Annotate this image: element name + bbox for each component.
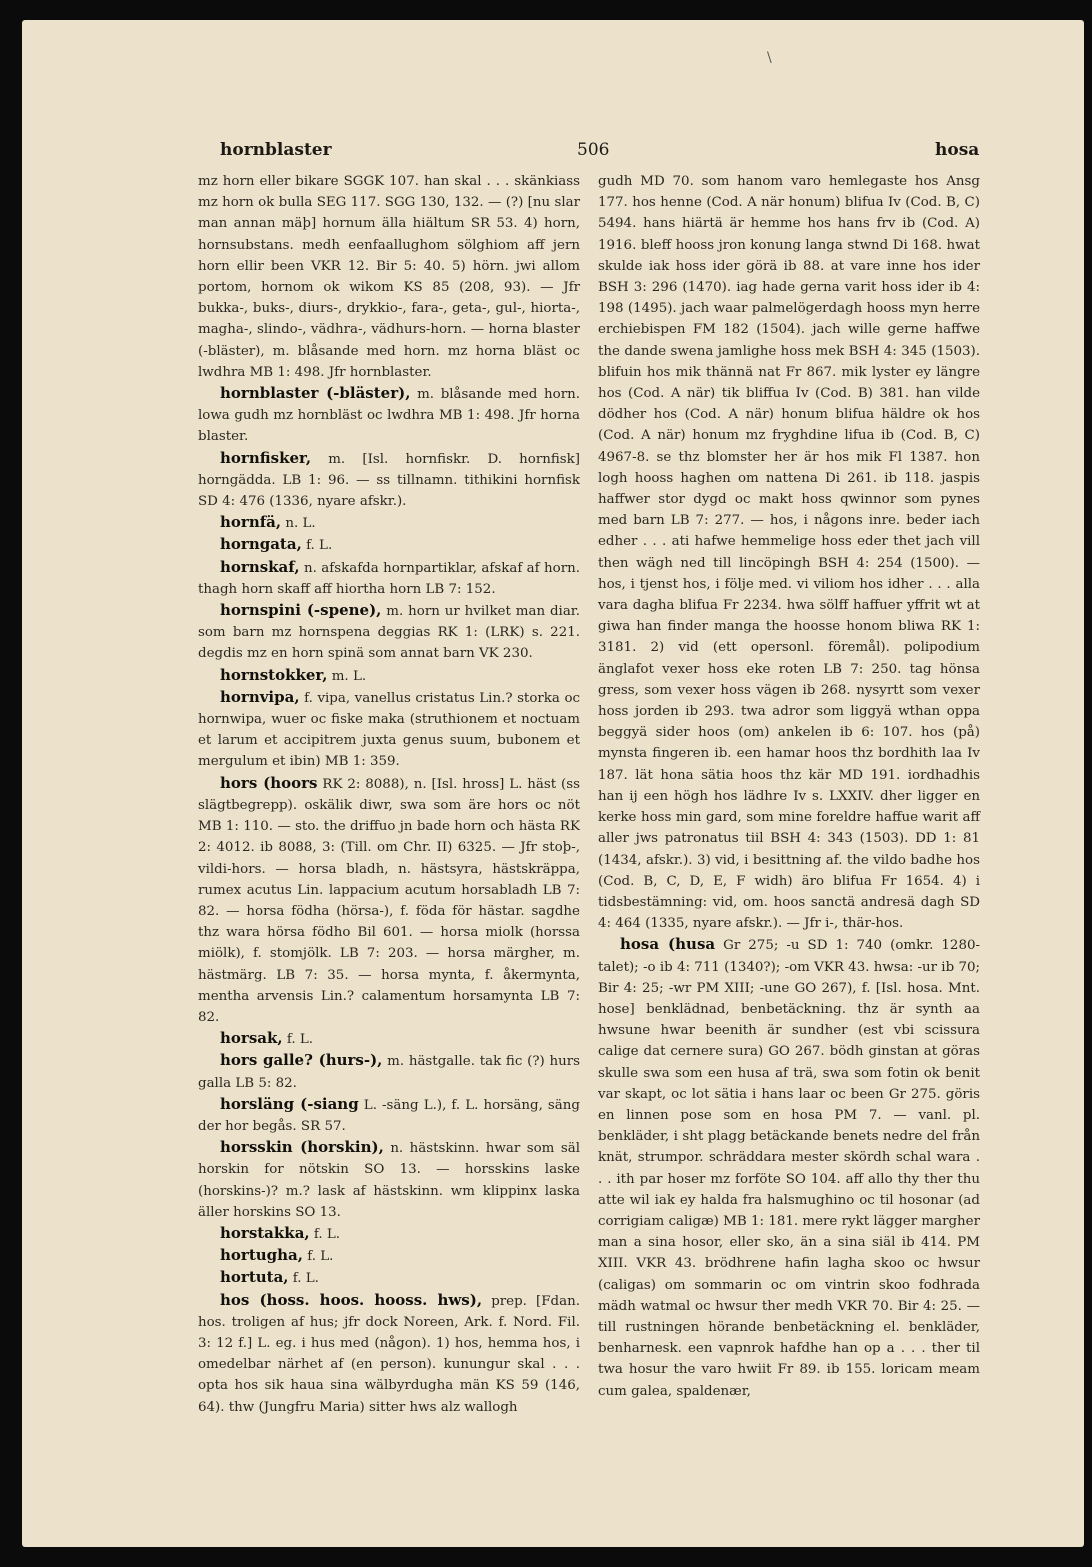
entry: horsskin (horskin), n. hästskinn. hwar som säl horskin for nötskin SO 13. — horsskins laske (horskins-)? m.? lask af hästskinn. wm klippinx laska äller horskins SO 13. <box>198 1138 580 1220</box>
entry: hornskaf, n. afskafda hornpartiklar, afskaf af horn. thagh horn skaff aff hiortha horn LB 7: 152. <box>198 557 580 597</box>
page-number: 506 <box>577 140 610 160</box>
running-head-right: hosa <box>935 140 980 160</box>
entry: gudh MD 70. som hanom varo hemlegaste hos Ansg 177. hos henne (Cod. A när honum) blifua Iv (Cod. B, C) 5494. hans hiärtä är hemme hos hans frv ib (Cod. A) 1916. bleff hooss jron konung langa stwnd Di 168. hwat skulde iak hoss ider görä ib 88. at vare inne hos ider BSH 3: 296 (1470). iag hade gerna varit hoss ider ib 4: 198 (1495). jach waar palmelögerdagh hooss myn herre erchiebispen FM 182 (1504). jach wille gerne haffwe the dande swena jamlighe hoss mek BSH 4: 345 (1503). blifuin hos mik thännä nat Fr 867. mik lyster ey längre hos (Cod. A när) tik bliffua Iv (Cod. B) 381. han vilde dödher hos (Cod. A när) honum blifua häldre ok hos (Cod. A när) honum mz fryghdine lifua ib (Cod. B, C) 4967-8. se thz blomster her är hos mik Fl 1387. hon logh hooss haghen om nattena Di 261. ib 118. jaspis haffwer stor dygd oc makt hoss qwinnor som pynes med barn LB 7: 277. — hos, i någons inre. beder iach edher . . . ati hafwe hemmelige hoss eder thet jach vill then wägh ned till lincöpingh BSH 4: 254 (1500). — hos, i tjenst hos, i följe med. vi viliom hos idher . . . alla vara dagha blifua Fr 2234. hwa sölff haffuer yffrit wt at giwa han finder manga the hoosse honom bliwa RK 1: 3181. 2) vid (ett opersonl. föremål). polipodium änglafot vexer hoss eke roten LB 7: 250. tag hönsa gress, som vexer hoss vägen ib 268. nysyrtt som vexer hoss jorden ib 293. twa adror som liggyä wthan oppa beggyä sider hoos (om) ankelen ib 6: 107. hos (på) mynsta fingeren ib. een hamar hoos thz bordhith laa Iv 187. lät hona sätia hoos thz kär MD 191. iordhadhis han ij een högh hos lädhre Iv s. LXXIV. dher ligger en kerke hoss min gard, som mine foreldre haffue warit aff aller jws patronatus tiil BSH 4: 343 (1503). DD 1: 81 (1434, afskr.). 3) vid, i besittning af. the vildo badhe hos (Cod. B, C, D, E, F widh) äro blifua Fr 1654. 4) i tidsbestämning: vid, om. hoos sanctä andresä dagh SD 4: 464 (1335, nyare afskr.). — Jfr i-, thär-hos. <box>598 174 980 932</box>
entry: hors (hoors RK 2: 8088), n. [Isl. hross] L. häst (ss slägtbegrepp). oskälik diwr, swa som äre hors oc nöt MB 1: 110. — sto. the driffuo jn bade horn och hästa RK 2: 4012. ib 8088, 3: (Till. om Chr. II) 6325. — Jfr stoþ-, vildi-hors. — horsa bladh, n. hästsyra, hästskräppa, rumex acutus Lin. lappacium acutum horsabladh LB 7: 82. — horsa födha (hörsa-), f. föda för hästar. sagdhe thz wara hörsa födho Bil 601. — horsa miolk (horssa miölk), f. stomjölk. LB 7: 203. — horsa märgher, m. hästmärg. LB 7: 35. — horsa mynta, f. åkermynta, mentha arvensis Lin.? calamentum horsamynta LB 7: 82. <box>198 773 580 1025</box>
entry: hortugha, f. L. <box>220 1246 334 1265</box>
entry: hornblaster (-bläster), m. blåsande med horn. lowa gudh mz hornbläst oc lwdhra MB 1: 498. Jfr horna blaster. <box>198 384 580 445</box>
entry: hos (hoss. hoos. hooss. hws), prep. [Fdan. hos. troligen af hus; jfr dock Noreen, Ark. f. Nord. Fil. 3: 12 f.] L. eg. i hus med (någon). 1) hos, hemma hos, i omedelbar närhet af (en person). kunungur skal . . . opta hos sik haua sina wälbyrdugha män KS 59 (146, 64). thw (Jungfru Maria) sitter hws alz wallogh <box>198 1290 580 1415</box>
dictionary-page <box>22 20 1084 1547</box>
entry: hornfä, n. L. <box>220 513 316 532</box>
entry: hornspini (-spene), m. horn ur hvilket man diar. som barn mz hornspena deggias RK 1: (LRK) s. 221. degdis mz en horn spinä som annat barn VK 230. <box>198 601 580 662</box>
right-column <box>598 170 980 1402</box>
left-column <box>198 170 580 1418</box>
entry: hosa (husa Gr 275; -u SD 1: 740 (omkr. 1280-talet); -o ib 4: 711 (1340?); -om VKR 43. hwsa: -ur ib 70; Bir 4: 25; -wr PM XIII; -une GO 267), f. [Isl. hosa. Mnt. hose] benklädnad, benbetäckning. thz är synth aa hwsune hwar beenith är sundher (est vbi scissura calige dat cernere sura) GO 267. bödh ginstan at göras skulle swa som een husa af trä, swa som fotin ok benit var skapt, oc lot sätia i hans laar oc been Gr 275. göris en linnen pose som en hosa PM 7. — vanl. pl. benkläder, i sht plagg betäckande benets nedre del från knät, strumpor. schräddara mester skördh schal wara . . . ith par hoser mz forföte SO 104. aff allo thy ther thu atte wil iak ey halda fra halsmughino oc til hosonar (ad corrigiam caligæ) MB 1: 181. mere rykt lägger margher man a sina hosor, eller sko, än a sina siäl ib 414. PM XIII. VKR 43. brödhrene hafin lagha skoo oc hwsur (caligas) om sommarin oc om vintrin skoo fodhrada mädh watmal oc hwsur ther medh VKR 70. Bir 4: 25. — till rustningen hörande benbetäckning el. benkläder, benharnesk. een vapnrok hafdhe han op a . . . ther til twa hosur the varo hwiit Fr 89. ib 155. loricam meam cum galea, spaldenær, <box>598 935 981 1399</box>
entry: hors galle? (hurs-), m. hästgalle. tak fic (?) hurs galla LB 5: 82. <box>198 1051 580 1091</box>
entry: hortuta, f. L. <box>220 1268 319 1287</box>
margin-mark: \ <box>767 50 772 66</box>
running-head-left: hornblaster <box>220 140 332 160</box>
entry: horsak, f. L. <box>220 1029 313 1048</box>
entry: horsläng (-siang L. -säng L.), f. L. horsäng, säng der hor begås. SR 57. <box>198 1094 580 1134</box>
entry: horngata, f. L. <box>220 535 333 554</box>
entry: hornvipa, f. vipa, vanellus cristatus Lin.? storka oc hornwipa, wuer oc fiske maka (struthionem et noctuam et larum et accipitrem juxta genus suum, bubonem et mergulum et ibin) MB 1: 359. <box>198 687 581 770</box>
entry: mz horn eller bikare SGGK 107. han skal . . . skänkiass mz horn ok bulla SEG 117. SGG 130, 132. — (?) [nu slar man annan mäþ] hornum älla hiältum SR 53. 4) horn, hornsubstans. medh eenfaallughom sölghiom aff jern horn ellir been VKR 12. Bir 5: 40. 5) hörn. jwi allom portom, hornom ok wikom KS 85 (208, 93). — Jfr bukka-, buks-, diurs-, drykkio-, fara-, geta-, gul-, hiorta-, magha-, slindo-, vädhra-, vädhurs-horn. — horna blaster (-bläster), m. blåsande med horn. mz horna bläst oc lwdhra MB 1: 498. Jfr hornblaster. <box>198 174 580 380</box>
entry: hornfisker, m. [Isl. hornfiskr. D. hornfisk] horngädda. LB 1: 96. — ss tillnamn. tithikini hornfisk SD 4: 476 (1336, nyare afskr.). <box>198 448 580 510</box>
entry: horstakka, f. L. <box>220 1223 341 1242</box>
entry: hornstokker, m. L. <box>220 665 367 684</box>
